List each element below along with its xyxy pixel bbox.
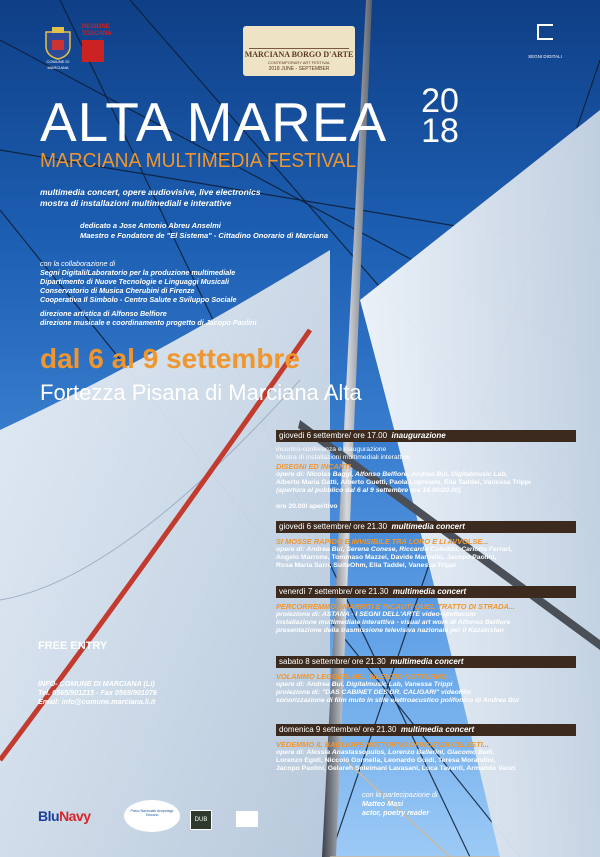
event-body [276,740,576,773]
tagline-line-1: multimedia concert, opere audiovisive, live electronics [40,187,261,197]
event-header [276,724,576,736]
direction-line-1: direzione artistica di Alfonso Belfiore [40,309,167,318]
event-line: (apertura al pubblico dal 6 al 9 settembre ore 16.00/20.00) [276,487,461,494]
regione-toscana-logo [82,24,122,66]
event-type: multimedia concert [391,522,465,531]
dedication [80,221,328,241]
event-type: multimedia concert [390,657,464,666]
direction [40,309,256,327]
collab-item: Cooperativa Il Simbolo - Centro Salute e Sviluppo Sociale [40,295,237,304]
festival-subtitle: MARCIANA MULTIMEDIA FESTIVAL [40,150,357,172]
tagline [40,187,261,209]
event-day: sabato 8 settembre/ ore 21.30 [279,657,386,666]
collaborations [40,259,237,304]
festival-year [420,82,460,150]
event-line: presentazione della trasmissione televisiva nazionale per il Kazakistan [276,627,504,634]
segni-digitali-label: SEGNI DIGITALI [528,54,562,59]
event-line: Alberto Maria Gatti, Alberto Guetti, Paola Lopreiato, Elia Taddei, Vanessa Trippi [276,479,531,486]
event-line: opere di: Nicolas Baggi, Alfonso Belfiore, Andrea Bui, Digitalmusic Lab, [276,471,508,478]
navy-text: Navy [59,808,91,824]
participation [362,790,438,817]
event-line: opere di: Andrea Bui, Serena Conese, Riccardo Culeddu, Carlotta Ferrari, [276,546,513,553]
event-title: DISEGNI ED INCANTI [276,462,351,471]
event-line: opere di: Alessia Anastassopulos, Lorenzo Ballerini, Giacomo Belli, [276,749,495,756]
collab-intro: con la collaborazione di [40,259,116,268]
event-day: giovedi 6 settembre/ ore 21.30 [279,522,388,531]
borgo-sub-1: CONTEMPORARY ART FESTIVAL [267,60,331,65]
event-day: domenica 9 settembre/ ore 21.30 [279,725,397,734]
dedication-line-2: Maestro e Fondatore de "El Sistema" - Cittadino Onorario di Marciana [80,231,328,240]
event-line: sonorizzazione di film muto in stile elettroacustico polifonico di Andrea Bui [276,697,519,704]
event-body [276,602,576,635]
event-line: Jacopo Paolini, Gelareh Soleimani Lavasani, Luca Tavanti, Armando Vanzi [276,765,516,772]
event-line: ore 20.00/ aperitivo [276,503,338,510]
park-logo [124,800,180,832]
event-line: Angelo Marrone, Tommaso Mazzei, Davide Martiello, Jacopo Paolini, [276,554,497,561]
event-title: VOLAMMO LEGGERI NEL SILENZIO NOTTURNO... [276,672,453,681]
info-block [38,679,157,706]
collab-item: Conservatorio di Musica Cherubini di Firenze [40,286,195,295]
blu-text: Blu [38,808,60,824]
event-line: Lorenzo Egidi, Niccolò Gonnella, Leonardo Guidi, Teresa Morandini, [276,757,496,764]
year-top: 20 [421,82,459,120]
event-line: incontro-conferenza e inaugurazione [276,446,387,453]
festival-venue: Fortezza Pisana di Marciana Alta [40,380,362,405]
borgo-title: MARCIANA BORGO D'ARTE [244,50,354,59]
collab-item: Dipartimento di Nuove Tecnologie e Linguaggi Musicali [40,277,230,286]
blu-navy-logo [38,808,91,824]
village-sketch-icon [249,30,349,49]
event-body [276,672,576,705]
direction-line-2: direzione musicale e coordinamento progetto di Jacopo Paolini [40,318,257,327]
info-line-2: Tel. 0565/901215 - Fax 0565/901076 [38,688,157,697]
region-line-2: TOSCANA [82,31,112,37]
event-day: venerdì 7 settembre/ ore 21.30 [279,587,389,596]
dedication-line-1: dedicato a Jose Antonio Abreu Anselmi [80,221,221,230]
tagline-line-2: mostra di installazioni multimediali e interattive [40,198,232,208]
year-bottom: 18 [421,112,459,150]
info-line-3: Email: info@comune.marciana.li.it [38,697,156,706]
event-line: proiezione di: ASTANA - I SEGNI DELL'ARTE video-spettacolo [276,611,476,618]
free-entry: FREE ENTRY [38,640,108,652]
festival-dates: dal 6 al 9 settembre [40,343,300,374]
marciana-crest-logo [42,26,74,70]
info-line-1: INFO- COMUNE DI MARCIANA (LI) [38,679,155,688]
event-type: multimedia concert [392,587,467,596]
region-line-1: REGIONE [82,24,110,30]
event-header [276,586,576,598]
event-title: VEDEMMO IL BAGLIORE NOTTURNO DI INCENDI CELESTI... [276,740,489,749]
event-header [276,656,576,668]
event-day: giovedi 6 settembre/ ore 17.00 [279,431,388,440]
event-title: PERCORREMMO SMARRITI E INCAUTI QUEL TRATTO DI STRADA... [276,602,515,611]
event-body [276,446,576,511]
event-line: Rosa Maria Sarri, SuiteOhm, Elia Taddei, Vanessa Trippi [276,562,457,569]
borgo-darte-logo [243,26,355,76]
sponsor-logo [236,811,258,827]
event-header [276,521,576,533]
participation-line-2: Matteo Masi [362,799,404,808]
dub-logo [190,810,212,830]
park-label: Parco Nazionale Arcipelago Toscano [130,809,174,817]
region-flag-icon [82,40,104,62]
event-line: opere di: Andrea Bui, Digitalmusic Lab, Vanessa Trippi [276,681,453,688]
event-title: SI MOSSE RAPIDO E INVISIBILE TRA LORO E LI AVVOLSE... [276,537,489,546]
event-line: proiezione di: "DAS CABINET DES DR. CALIGARI" videofilm [276,689,471,696]
collab-item: Segni Digitali/Laboratorio per la produzione multimediale [40,268,236,277]
event-line [276,495,576,503]
participation-line-3: actor, poetry reader [362,808,430,817]
crest-label: COMUNE DI MARCIANA [46,59,70,70]
event-type: inaugurazione [391,431,446,440]
segni-digitali-icon [537,24,553,40]
event-header [276,430,576,442]
event-line: installazione multimediale interattiva - visual art work di Alfonso Belfiore [276,619,511,626]
participation-line-1: con la partecipazione di [362,790,438,799]
event-line: Mostra di installazioni multimediali interattive [276,454,411,461]
event-body [276,537,576,570]
festival-title: ALTA MAREA [40,91,388,153]
event-type: multimedia concert [400,725,475,734]
borgo-sub-2: 2018 JUNE - SEPTEMBER [268,66,330,72]
segni-digitali-logo [520,24,570,64]
crest-icon [42,26,74,60]
dub-label: DUB [194,817,208,823]
